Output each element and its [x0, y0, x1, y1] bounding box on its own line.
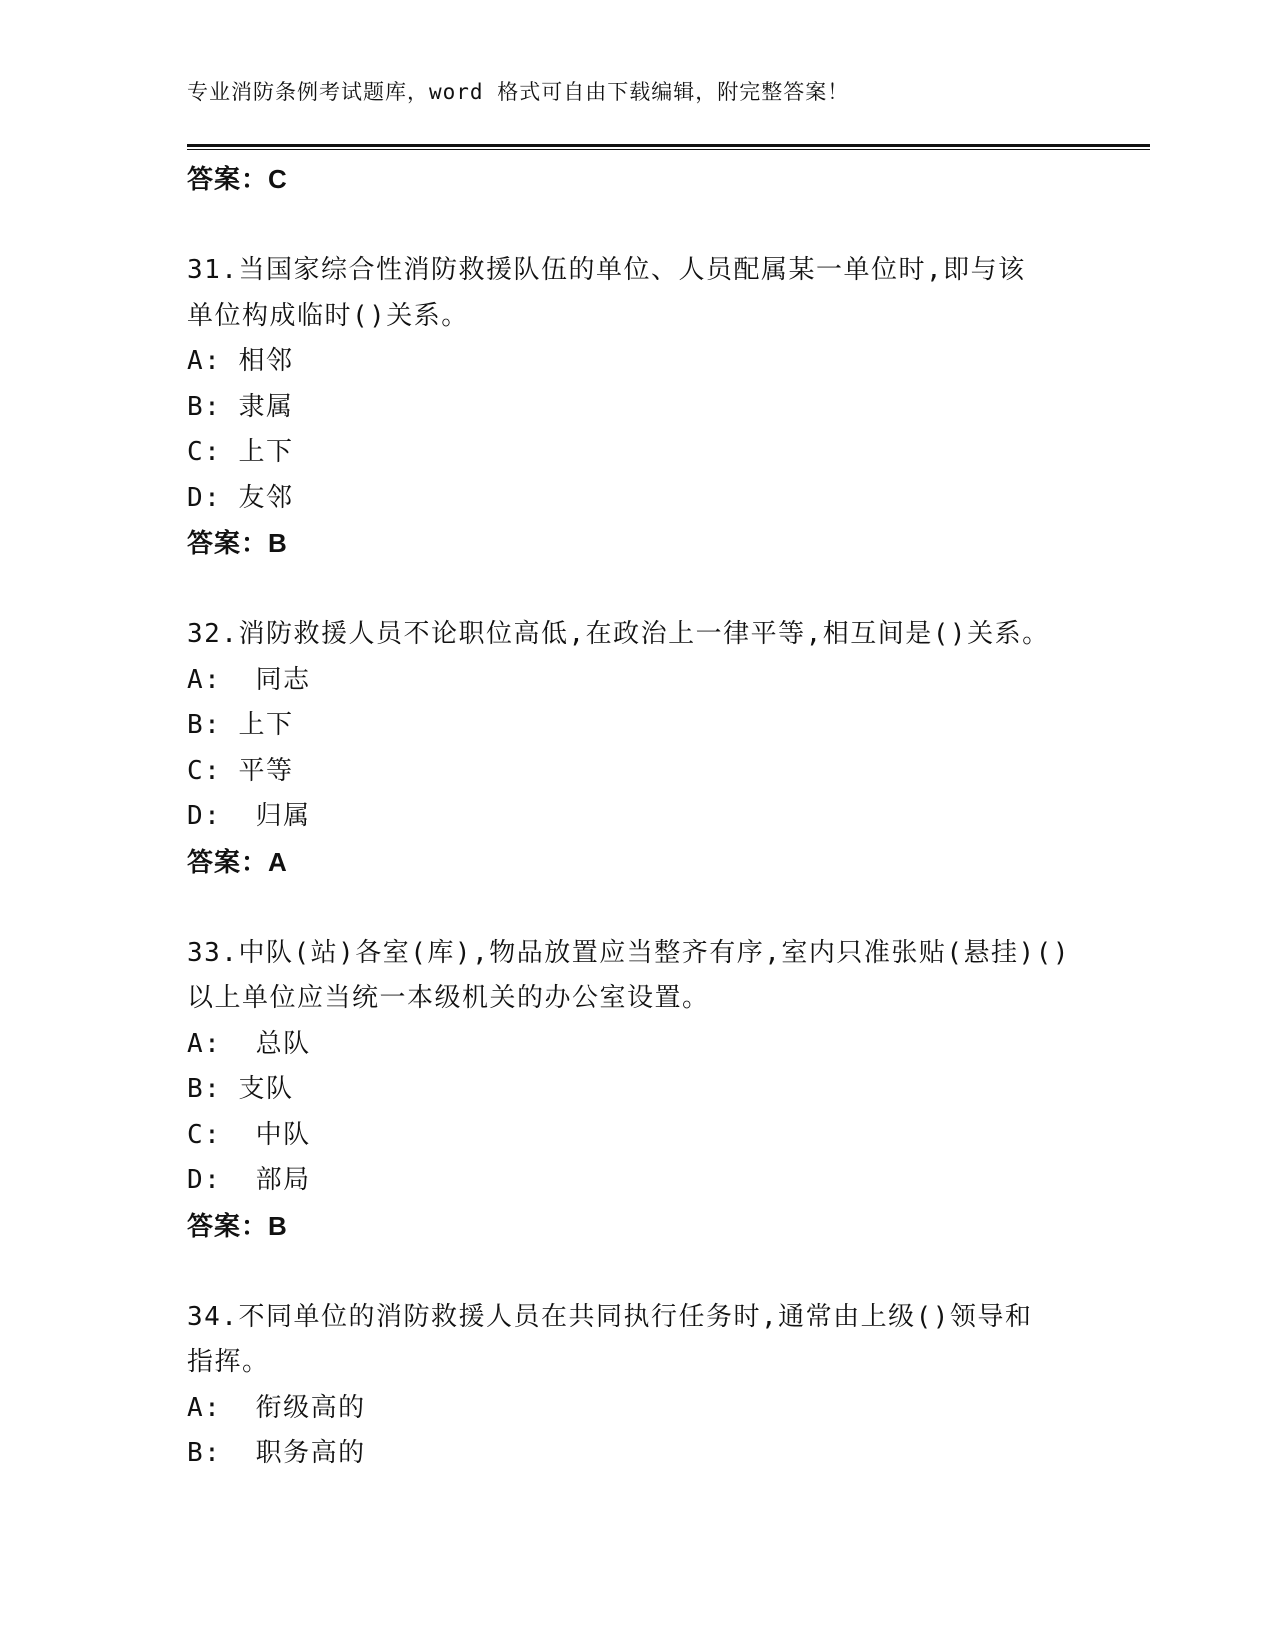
option-a: A: 同志	[187, 664, 311, 695]
answer: 答案：B	[187, 1210, 288, 1241]
option-b: B: 支队	[187, 1074, 294, 1104]
question-31	[187, 248, 1087, 567]
question-stem-line: 31.当国家综合性消防救援队伍的单位、人员配属某一单位时,即与该	[187, 255, 1026, 285]
question-stem-line: 33.中队(站)各室(库),物品放置应当整齐有序,室内只准张贴(悬挂)()	[187, 937, 1070, 968]
option-a: A: 相邻	[187, 346, 294, 376]
question-stem-line: 34.不同单位的消防救援人员在共同执行任务时,通常由上级()领导和	[187, 1301, 1033, 1332]
option-a: A: 衔级高的	[187, 1392, 366, 1423]
answer: 答案：A	[187, 846, 288, 877]
previous-answer: 答案：C	[187, 164, 288, 194]
page-header: 专业消防条例考试题库，word 格式可自由下载编辑，附完整答案！	[187, 80, 850, 104]
question-stem-line: 32.消防救援人员不论职位高低,在政治上一律平等,相互间是()关系。	[187, 619, 1050, 649]
header-rule-thin	[187, 149, 1150, 150]
option-b: B: 上下	[187, 710, 294, 740]
question-stem-line: 以上单位应当统一本级机关的办公室设置。	[187, 983, 710, 1013]
option-c: C: 上下	[187, 437, 294, 467]
spacer	[187, 567, 1087, 613]
question-stem-line: 单位构成临时()关系。	[187, 300, 469, 331]
spacer	[187, 203, 1087, 249]
option-a: A: 总队	[187, 1028, 311, 1059]
spacer	[187, 1249, 1087, 1295]
question-32	[187, 612, 1087, 885]
question-list	[187, 157, 1087, 1477]
option-d: D: 友邻	[187, 482, 294, 513]
option-b: B: 职务高的	[187, 1438, 366, 1468]
option-d: D: 部局	[187, 1165, 311, 1195]
option-d: D: 归属	[187, 801, 311, 831]
answer: 答案：B	[187, 528, 288, 558]
question-33	[187, 931, 1087, 1250]
question-stem-line: 指挥。	[187, 1347, 270, 1377]
header-rule	[187, 144, 1150, 147]
option-c: C: 平等	[187, 755, 294, 786]
spacer	[187, 885, 1087, 931]
option-b: B: 隶属	[187, 391, 294, 422]
option-c: C: 中队	[187, 1119, 311, 1150]
question-34	[187, 1295, 1087, 1477]
